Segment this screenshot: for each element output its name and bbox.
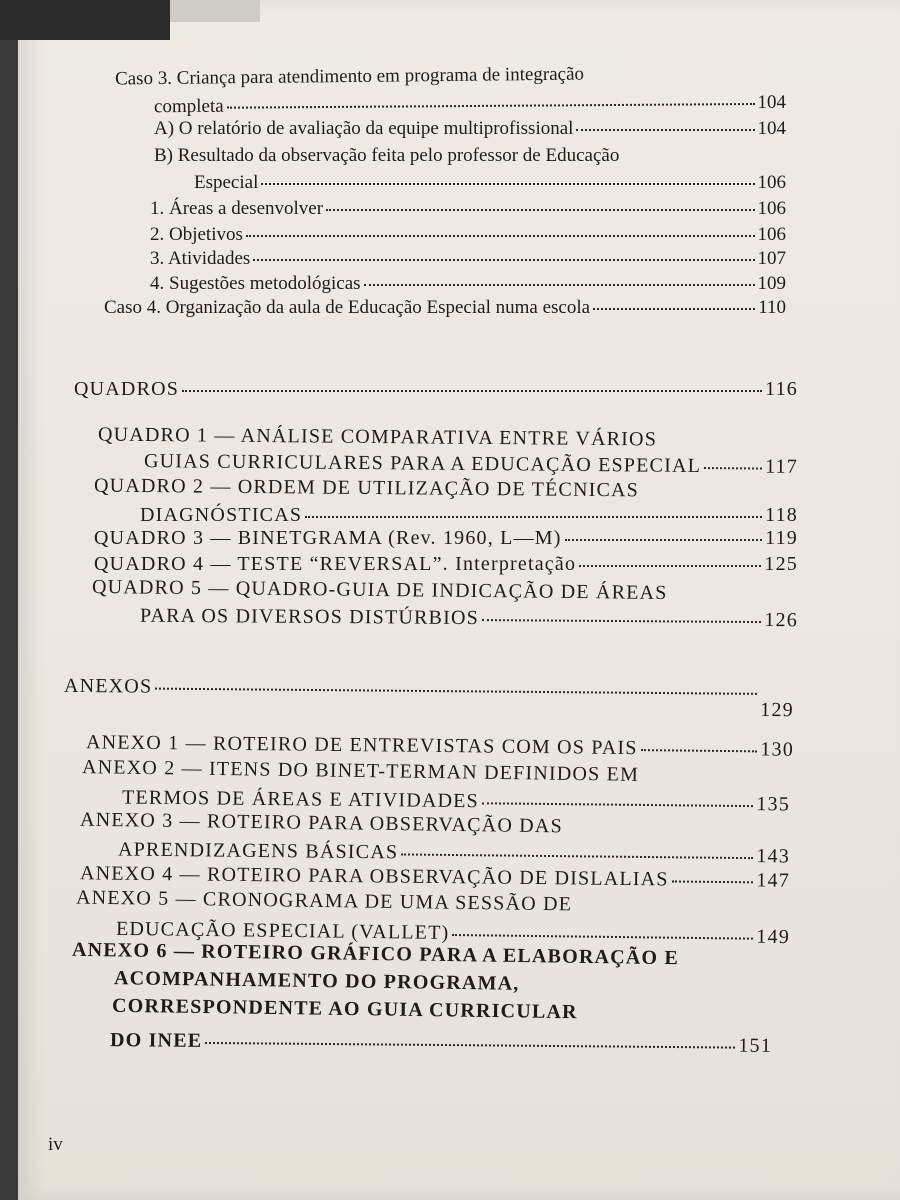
- toc-line: [150, 273, 786, 295]
- dot-leader: [364, 283, 755, 286]
- toc-entry-text: DO INEE: [109, 1029, 203, 1052]
- toc-entry-text: ANEXO 6 — ROTEIRO GRÁFICO PARA A ELABORAÇÃO E: [71, 938, 680, 970]
- toc-line: [98, 424, 657, 452]
- toc-line: [114, 967, 520, 996]
- toc-page-number: 107: [757, 248, 786, 269]
- toc-line: [140, 504, 798, 527]
- toc-line: [115, 64, 584, 91]
- section-heading-quadros: [74, 378, 798, 401]
- toc-page-number: 135: [756, 793, 791, 816]
- toc-line: [144, 450, 798, 479]
- toc-line: [110, 1029, 772, 1058]
- background-paper-edge: [170, 0, 260, 22]
- toc-line: [94, 553, 798, 576]
- toc-line: [140, 605, 798, 633]
- section-heading-text: ANEXOS: [63, 674, 153, 698]
- toc-page-number: 106: [757, 198, 786, 219]
- toc-page-number: 149: [756, 925, 791, 949]
- toc-line: [150, 198, 786, 220]
- toc-line: [112, 995, 578, 1025]
- toc-page-number: 125: [764, 553, 798, 575]
- toc-entry-text: QUADRO 3 — BINETGRAMA (Rev. 1960, L—M): [94, 527, 562, 549]
- toc-entry-text: QUADRO 1 — ANÁLISE COMPARATIVA ENTRE VÁRIOS: [97, 423, 658, 451]
- dot-leader: [482, 618, 761, 623]
- dot-leader: [482, 801, 753, 807]
- toc-entry-text: QUADRO 2 — ORDEM DE UTILIZAÇÃO DE TÉCNICAS: [93, 474, 640, 502]
- toc-entry-text: B) Resultado da observação feita pelo professor de Educação: [154, 145, 620, 166]
- dot-leader: [182, 389, 762, 392]
- toc-page-number: 119: [765, 527, 798, 549]
- dot-leader: [246, 234, 755, 237]
- toc-page-number: 143: [756, 845, 791, 868]
- book-page: [18, 0, 900, 1200]
- section-heading-anexos: [63, 674, 794, 722]
- toc-line: [94, 475, 639, 503]
- toc-page-number: 106: [757, 172, 786, 193]
- toc-line: [82, 756, 639, 787]
- dot-leader: [593, 307, 755, 310]
- toc-line: [94, 527, 798, 550]
- toc-entry-text: ACOMPANHAMENTO DO PROGRAMA,: [113, 967, 520, 995]
- toc-entry-text: ANEXO 5 — CRONOGRAMA DE UMA SESSÃO DE: [75, 886, 573, 916]
- dot-leader: [155, 687, 757, 695]
- toc-entry-text: CORRESPONDENTE AO GUIA CURRICULAR: [111, 994, 578, 1024]
- dot-leader: [452, 933, 753, 940]
- toc-page-number: 104: [757, 118, 786, 139]
- dot-leader: [326, 208, 754, 211]
- toc-page-number: 118: [765, 504, 798, 526]
- toc-entry-text: ANEXO 4 — ROTEIRO PARA OBSERVAÇÃO DE DISLALIAS: [79, 862, 669, 891]
- toc-line: [92, 576, 668, 605]
- toc-page-number: 106: [757, 224, 786, 245]
- toc-entry-text: 2. Objetivos: [150, 224, 243, 245]
- toc-entry-text: ANEXO 1 — ROTEIRO DE ENTREVISTAS COM OS PAIS: [85, 731, 638, 760]
- toc-entry-text: ANEXO 3 — ROTEIRO PARA OBSERVAÇÃO DAS: [79, 808, 564, 838]
- page-number-text: iv: [48, 1134, 63, 1155]
- toc-page-number: 129: [760, 698, 794, 722]
- toc-entry-text: Caso 3. Criança para atendimento em programa de integração: [114, 63, 585, 90]
- toc-entry-text: 3. Atividades: [150, 248, 251, 269]
- toc-entry-text: APRENDIZAGENS BÁSICAS: [117, 838, 399, 864]
- toc-entry-text: ANEXO 2 — ITENS DO BINET-TERMAN DEFINIDOS EM: [81, 756, 640, 786]
- toc-line: [150, 248, 786, 270]
- toc-entry-text: Caso 4. Organização da aula de Educação Especial numa escola: [104, 297, 591, 318]
- toc-entry-text: 1. Áreas a desenvolver: [150, 198, 324, 219]
- toc-page-number: 110: [758, 297, 786, 318]
- toc-page-number: 147: [756, 869, 791, 892]
- toc-page-number: 109: [757, 273, 786, 294]
- toc-line: [104, 297, 786, 319]
- toc-page-number: 104: [757, 91, 787, 113]
- dot-leader: [205, 1041, 735, 1049]
- page-number: [48, 1134, 63, 1156]
- toc-entry-text: Especial: [194, 172, 259, 193]
- toc-entry-text: A) O relatório de avaliação da equipe multiprofissional: [154, 118, 574, 139]
- toc-entry-text: TERMOS DE ÁREAS E ATIVIDADES: [121, 786, 480, 813]
- dot-leader: [565, 538, 763, 541]
- background-shadow: [0, 0, 170, 40]
- dot-leader: [672, 879, 754, 883]
- dot-leader: [253, 258, 754, 261]
- dot-leader: [641, 748, 758, 752]
- toc-line: [150, 224, 786, 246]
- toc-line: [194, 172, 786, 194]
- toc-entry-text: QUADRO 5 — QUADRO-GUIA DE INDICAÇÃO DE ÁREAS: [91, 575, 668, 605]
- dot-leader: [305, 515, 762, 518]
- dot-leader: [704, 466, 762, 470]
- toc-line: [76, 887, 572, 917]
- toc-entry-text: DIAGNÓSTICAS: [140, 504, 303, 526]
- toc-page-number: 130: [760, 738, 795, 761]
- toc-entry-text: PARA OS DIVERSOS DISTÚRBIOS: [139, 604, 480, 630]
- toc-page-number: 151: [738, 1034, 773, 1057]
- toc-entry-text: completa: [153, 95, 224, 118]
- toc-page-number: 117: [765, 455, 799, 478]
- dot-leader: [579, 564, 761, 567]
- toc-entry-text: 4. Sugestões metodológicas: [150, 273, 361, 294]
- dot-leader: [401, 852, 753, 859]
- toc-entry-text: GUIAS CURRICULARES PARA A EDUCAÇÃO ESPECIAL: [143, 450, 702, 478]
- toc-line: [154, 118, 786, 140]
- dot-leader: [261, 182, 754, 185]
- dot-leader: [227, 102, 755, 109]
- toc-line: [154, 145, 619, 167]
- toc-entry-text: EDUCAÇÃO ESPECIAL (VALLET): [115, 917, 450, 944]
- toc-page-number: 116: [765, 378, 798, 400]
- toc-page-number: 126: [764, 609, 799, 632]
- toc-line: [154, 92, 786, 118]
- section-heading-text: QUADROS: [74, 378, 180, 400]
- dot-leader: [576, 128, 754, 131]
- toc-entry-text: QUADRO 4 — TESTE “REVERSAL”. Interpretação: [94, 553, 577, 575]
